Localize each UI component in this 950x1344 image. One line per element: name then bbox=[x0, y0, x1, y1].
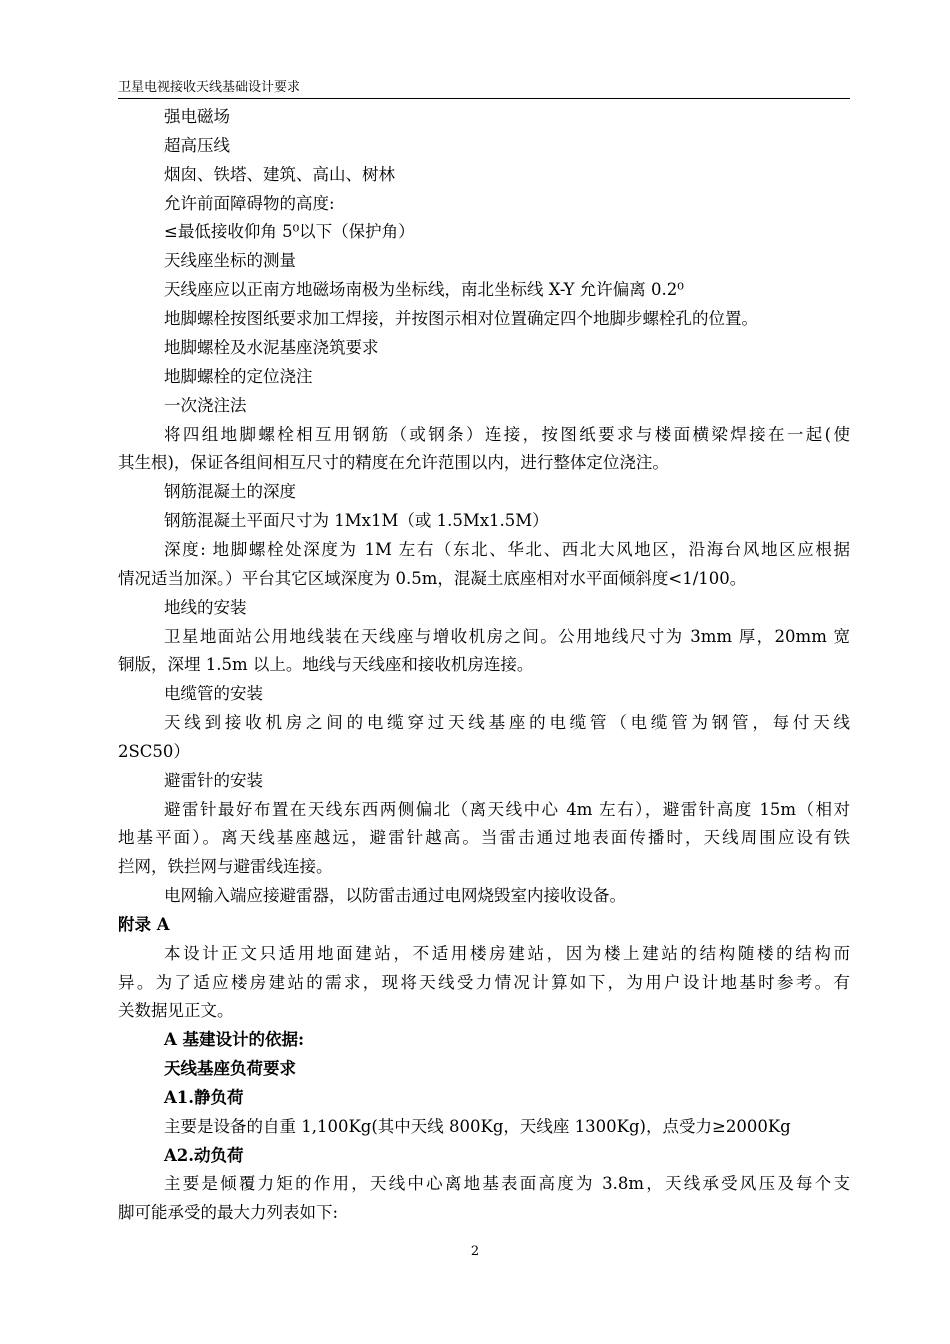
text-line: 强电磁场 bbox=[164, 107, 230, 126]
text-line: 其生根)，保证各组间相互尺寸的精度在允许范围以内，进行整体定位浇注。 bbox=[118, 453, 669, 472]
text-line: 脚可能承受的最大力列表如下: bbox=[118, 1203, 339, 1222]
section-heading: 地线的安装 bbox=[164, 598, 247, 617]
text-line: 异。为了适应楼房建站的需求，现将天线受力情况计算如下，为用户设计地基时参考。有 bbox=[118, 973, 850, 992]
text-line: 主要是设备的自重 1,100Kg(其中天线 800Kg，天线座 1300Kg)，点受力≥2000Kg bbox=[164, 1117, 791, 1136]
subsection-heading: A1.静负荷 bbox=[164, 1088, 244, 1107]
subsection-heading: A2.动负荷 bbox=[164, 1146, 244, 1165]
page-number: 2 bbox=[470, 1244, 480, 1259]
text-line: 关数据见正文。 bbox=[118, 1001, 234, 1020]
text-line: ≤最低接收仰角 5⁰以下（保护角） bbox=[164, 222, 415, 241]
text-line: 铜版，深埋 1.5m 以上。地线与天线座和接收机房连接。 bbox=[118, 655, 534, 674]
section-heading: 地脚螺栓及水泥基座浇筑要求 bbox=[164, 338, 379, 357]
text-line: 钢筋混凝土平面尺寸为 1Mx1M（或 1.5Mx1.5M） bbox=[164, 511, 549, 530]
text-line: 允许前面障碍物的高度: bbox=[164, 194, 335, 213]
text-line: 地基平面）。离天线基座越远，避雷针越高。当雷击通过地表面传播时，天线周围应设有铁 bbox=[118, 828, 850, 847]
subsection-heading: 天线基座负荷要求 bbox=[164, 1059, 296, 1078]
section-heading: 地脚螺栓的定位浇注 bbox=[164, 367, 313, 386]
section-heading: 一次浇注法 bbox=[164, 396, 247, 415]
text-line: 2SC50） bbox=[118, 742, 190, 761]
text-line: 卫星地面站公用地线装在天线座与增收机房之间。公用地线尺寸为 3mm 厚，20mm 宽 bbox=[164, 627, 850, 646]
text-line: 天线到接收机房之间的电缆穿过天线基座的电缆管（电缆管为钢管，每付天线 bbox=[164, 713, 850, 732]
text-line: 深度: 地脚螺栓处深度为 1M 左右（东北、华北、西北大风地区，沿海台风地区应根据 bbox=[164, 540, 850, 559]
section-heading: 钢筋混凝土的深度 bbox=[164, 482, 296, 501]
section-heading: 电缆管的安装 bbox=[164, 684, 263, 703]
text-line: 将四组地脚螺栓相互用钢筋（或钢条）连接，按图纸要求与楼面横梁焊接在一起(使 bbox=[164, 425, 850, 444]
text-line: 烟囱、铁塔、建筑、高山、树林 bbox=[164, 165, 395, 184]
text-line: 天线座应以正南方地磁场南极为坐标线，南北坐标线 X-Y 允许偏离 0.2⁰ bbox=[164, 280, 684, 299]
text-line: 拦网，铁拦网与避雷线连接。 bbox=[118, 857, 333, 876]
text-line: 情况适当加深。）平台其它区域深度为 0.5m，混凝土底座相对水平面倾斜度<1/100。 bbox=[118, 569, 747, 588]
text-line: 超高压线 bbox=[164, 136, 230, 155]
section-heading: 天线座坐标的测量 bbox=[164, 251, 296, 270]
text-line: 避雷针最好布置在天线东西两侧偏北（离天线中心 4m 左右），避雷针高度 15m（相对 bbox=[164, 800, 850, 819]
appendix-heading: 附录 A bbox=[118, 915, 170, 934]
text-line: 电网输入端应接避雷器，以防雷击通过电网烧毁室内接收设备。 bbox=[164, 886, 626, 905]
section-heading: 避雷针的安装 bbox=[164, 771, 263, 790]
subsection-heading: A 基建设计的依据: bbox=[164, 1030, 305, 1049]
text-line: 主要是倾覆力矩的作用，天线中心离地基表面高度为 3.8m，天线承受风压及每个支 bbox=[164, 1174, 850, 1193]
text-line: 本设计正文只适用地面建站，不适用楼房建站，因为楼上建站的结构随楼的结构而 bbox=[164, 944, 850, 963]
running-header: 卫星电视接收天线基础设计要求 bbox=[118, 80, 850, 99]
text-line: 地脚螺栓按图纸要求加工焊接，并按图示相对位置确定四个地脚步螺栓孔的位置。 bbox=[164, 309, 758, 328]
